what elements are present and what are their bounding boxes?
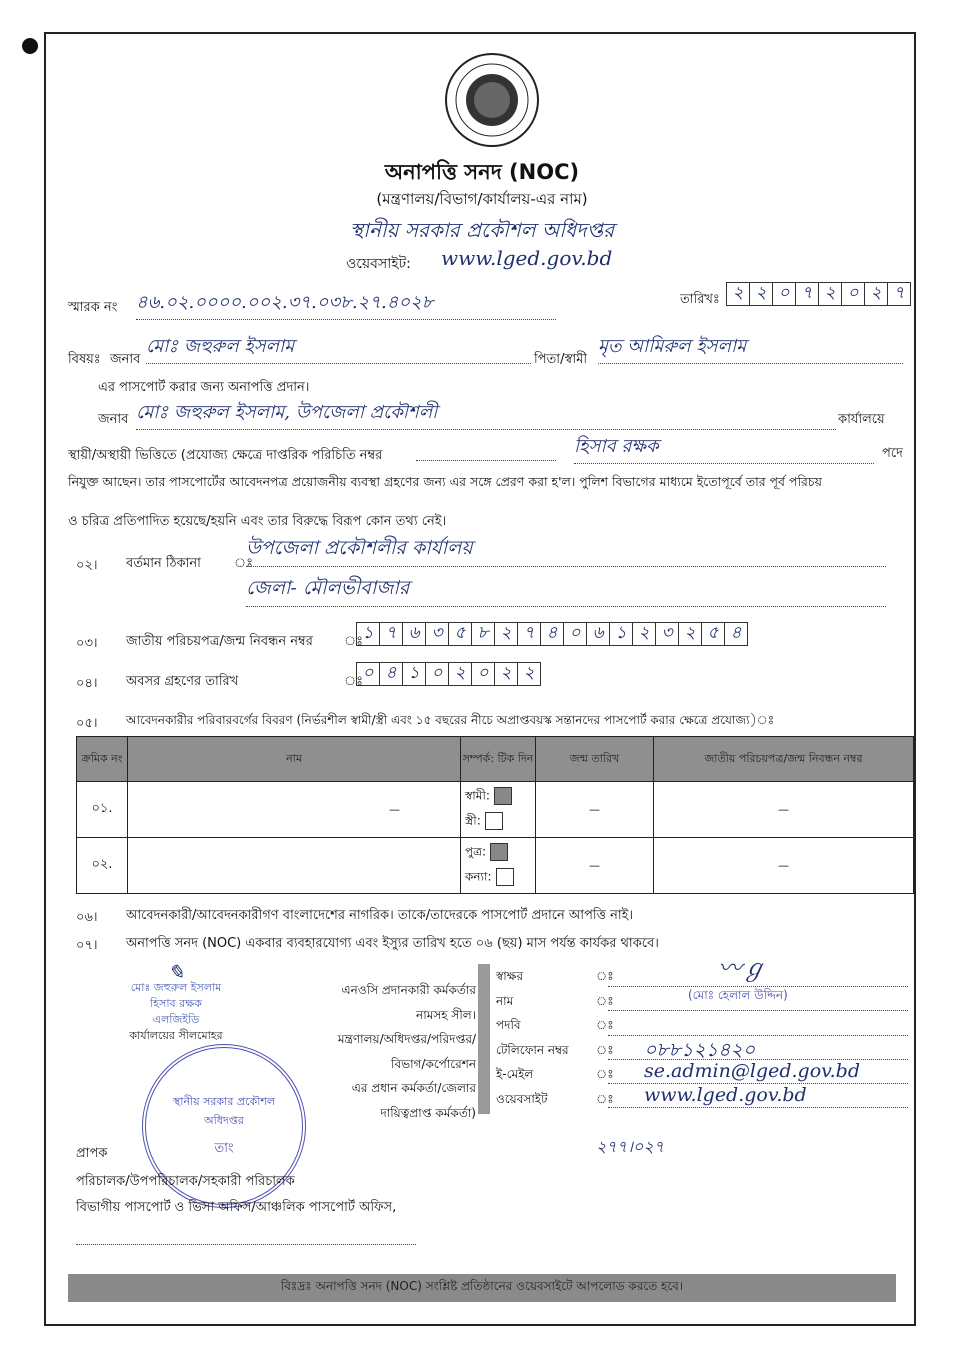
website-value: www.lged.gov.bd	[441, 246, 613, 270]
header-nid: জাতীয় পরিচয়পত্র/জন্ম নিবন্ধন নম্বর	[654, 737, 914, 782]
address-line1: উপজেলা প্রকৌশলীর কার্যালয়	[246, 534, 886, 567]
row2-nid: —	[654, 838, 914, 894]
nid-boxes	[356, 622, 747, 646]
husband-checkbox[interactable]	[494, 787, 512, 805]
office-suffix: কার্যালয়ে	[838, 412, 885, 427]
retirement-digit-box: ০	[471, 662, 495, 686]
date-scrawl: ২৭৭।০২৭	[596, 1137, 665, 1156]
retirement-digit-box: ২	[494, 662, 518, 686]
date-digit-box: ২	[864, 282, 888, 306]
row1-nid: —	[654, 782, 914, 838]
date-boxes	[726, 282, 910, 306]
subject-janab: জনাব	[110, 352, 141, 367]
permanent-text: স্থায়ী/অস্থায়ী ভিত্তিতে (প্রযোজ্য ক্ষেত্রে দাপ্তরিক পরিচিতি নম্বর	[68, 448, 383, 463]
signature-labels: স্বাক্ষর নাম পদবি টেলিফোন নম্বর ই-মেইল ওয়েবসাইট	[496, 969, 569, 1106]
note6-number: ০৬।	[76, 910, 98, 925]
nid-digit-box: ৮	[471, 622, 495, 646]
wife-checkbox[interactable]	[485, 812, 503, 830]
retirement-digit-box: ০	[425, 662, 449, 686]
father-label: পিতা/স্বামী	[534, 352, 588, 367]
note7-text: অনাপত্তি সনদ (NOC) একবার ব্যবহারযোগ্য এবং ইস্যুর তারিখ হতে ০৬ (ছয়) মাস পর্যন্ত কার্যকর থাকবে।	[126, 936, 659, 951]
item4-label: অবসর গ্রহণের তারিখ	[126, 674, 239, 689]
note6-text: আবেদনকারী/আবেদনকারীগণ বাংলাদেশের নাগরিক। তাকে/তাদেরকে পাসপোর্ট প্রদানে আপত্তি নাই।	[126, 908, 634, 923]
nid-digit-box: ৫	[448, 622, 472, 646]
date-digit-box: ০	[772, 282, 796, 306]
noc-document: অনাপত্তি সনদ (NOC) (মন্ত্রণালয়/বিভাগ/কার্যালয়-এর নাম) স্থানীয় সরকার প্রকৌশল অধিদপ্তর ওয়েবসাইট: www.lged.gov.bd স্মারক নং ৪৬.০২.০০০০.০০২.৩৭.০৩৮.২৭.৪০২৮ তারিখঃ ২ ২ ০ ৭ ২ ০ ২ ৭ বিষয়ঃ জনাব মোঃ জহুরুল ইসলাম পিতা/স্বামী মৃত আমিরুল ইসলাম এর পাসপোর্ট করার জন্য অনাপত্তি প্রদান। জনাব মোঃ জহুরুল ইসলাম, উপজেলা প্রকৌশলী কার্যালয়ে স্থায়ী/অস্থায়ী ভিত্তিতে (প্রযোজ্য ক্ষেত্রে দাপ্তরিক পরিচিতি নম্বর হিসাব রক্ষক পদে নিযুক্ত আছেন। তার পাসপোর্টের আবেদনপত্র প্রয়োজনীয় ব্যবস্থা গ্রহণের জন্য এর সঙ্গে প্রেরণ করা হ'ল। পুলিশ বিভাগের মাধ্যমে ইতোপূর্বে তার পূর্ব পরিচয় ও চরিত্র প্রতিপাদিত হয়েছে/হয়নি এবং তার বিরুদ্ধে বিরূপ কোন তথ্য নেই। ০২। বর্তমান ঠিকানা ঃ উপজেলা প্রকৌশলীর কার্যালয় জেলা- মৌলভীবাজার ০৩। জাতীয় পরিচয়পত্র/জন্ম নিবন্ধন নম্বর ঃ ১ ৭ ৬ ৩ ৫ ৮ ২ ৭ ৪ ০ ৬ ১ ২ ৩ ২ ৫ ৪ ০৪। অবসর গ্রহণের তারিখ ঃ ০ ৪ ১ ০ ২ ০ ২ ২ ০৫। আবেদনকারীর পরিবারবর্গের বিবরণ (নির্ভরশীল স্বামী/স্ত্রী এবং ১৫ বছরের নীচে অপ্রাপ্তবয়স্ক সন্তানদের পাসপোর্ট করার ক্ষেত্রে প্রযোজ্য)ঃ ক্রমিক নং নাম সম্পর্ক: টিক দিন জন্ম তারিখ জাতীয় পরিচয়পত্র/জন্ম নিবন্ধন নম্বর ০১. — স্বামী: স্ত্রী: — — ০২. পুত্র: কন্যা: — — ০৬। আবেদনকারী/আবেদনকারীগণ বাংলাদেশের নাগরিক। তাকে/তাদেরকে পাসপোর্ট প্রদানে আপত্তি নাই। ০৭। অনাপত্তি সনদ (NOC) একবার ব্যবহারযোগ্য এবং ইস্যুর তারিখ হতে ০৬ (ছয়) মাস পর্যন্ত কার্যকর থাকবে। ✎ মোঃ জহুরুল ইসলাম হিসাব রক্ষক এলজিইডি কার্যালয়ের সীলমোহর স্থানীয় সরকার প্রকৌশল অধিদপ্তর তাং এনওসি প্রদানকারী কর্মকর্তার নামসহ সীল। মন্ত্রণালয়/অধিদপ্তর/পরিদপ্তর/ বিভাগ/কর্পোরেশন এর প্রধান কর্মকর্তা/জেলার দায়িত্বপ্রাপ্ত কর্মকর্তা) স্বাক্ষর নাম পদবি টেলিফোন নম্বর ই-মেইল ওয়েবসাইট ঃ ঃ ঃ ঃ ঃ ঃ 〰︎ℊ (মোঃ হেলাল উদ্দিন) ০৮৮১২১৪২০ se.admin@lged.gov.bd www.lged.gov.bd ২৭৭।০২৭ প্রাপক পরিচালক/উপপরিচালক/সহকারী পরিচালক বিভাগীয় পাসপোর্ট ও ভিসা অফিস/আঞ্চলিক পাসপোর্ট অফিস, বিঃদ্রঃ অনাপত্তি সনদ (NOC) সংশ্লিষ্ট প্রতিষ্ঠানের ওয়েবসাইটে আপলোড করতে হবে।	[44, 32, 916, 1326]
body-para: নিযুক্ত আছেন। তার পাসপোর্টের আবেদনপত্র প্রয়োজনীয় ব্যবস্থা গ্রহণের জন্য এর সঙ্গে প্রেরণ করা হ'ল। পুলিশ বিভাগের মাধ্যমে ইতোপূর্বে তার পূর্ব পরিচয়	[68, 474, 823, 489]
body-para2: ও চরিত্র প্রতিপাদিত হয়েছে/হয়নি এবং তার বিরুদ্ধে বিরূপ কোন তথ্য নেই।	[68, 514, 447, 529]
date-digit-box: ২	[749, 282, 773, 306]
table-row	[77, 782, 914, 838]
subject-name: মোঃ জহুরুল ইসলাম	[146, 332, 531, 364]
nid-digit-box: ৪	[540, 622, 564, 646]
row2-serial: ০২.	[77, 838, 128, 894]
govt-emblem	[442, 50, 542, 150]
date-label: তারিখঃ	[680, 292, 720, 307]
footer-note: বিঃদ্রঃ অনাপত্তি সনদ (NOC) সংশ্লিষ্ট প্রতিষ্ঠানের ওয়েবসাইটে আপলোড করতে হবে।	[68, 1274, 896, 1302]
official-id-blank	[416, 460, 556, 461]
recipient-line2: বিভাগীয় পাসপোর্ট ও ভিসা অফিস/আঞ্চলিক পাসপোর্ট অফিস,	[76, 1200, 397, 1215]
issuer-name: (মোঃ হেলাল উদ্দিন)	[608, 987, 908, 1011]
nid-digit-box: ৩	[655, 622, 679, 646]
website-label: ওয়েবসাইট:	[346, 256, 411, 272]
doc-title: অনাপত্তি সনদ (NOC)	[384, 160, 580, 184]
retirement-digit-box: ১	[402, 662, 426, 686]
nid-digit-box: ৭	[379, 622, 403, 646]
issuer-description: এনওসি প্রদানকারী কর্মকর্তার নামসহ সীল। মন্ত্রণালয়/অধিদপ্তর/পরিদপ্তর/ বিভাগ/কর্পোরেশন এর প্রধান কর্মকর্তা/জেলার দায়িত্বপ্রাপ্ত কর্মকর্তা)	[337, 983, 476, 1120]
recipient-label: প্রাপক	[76, 1146, 108, 1161]
signature-field: 〰︎ℊ	[608, 964, 908, 987]
header-relation: সম্পর্ক: টিক দিন	[461, 737, 536, 782]
row1-name: —	[128, 782, 461, 838]
nid-digit-box: ১	[356, 622, 380, 646]
nid-digit-box: ৬	[402, 622, 426, 646]
item2-label: বর্তমান ঠিকানা	[126, 556, 201, 571]
body-janab: জনাব	[98, 412, 129, 427]
recipient-blank	[76, 1244, 416, 1245]
memo-label: স্মারক নং	[68, 300, 118, 315]
subject-label: বিষয়ঃ	[68, 352, 101, 367]
post-suffix: পদে	[882, 446, 903, 461]
header-serial: ক্রমিক নং	[77, 737, 128, 782]
memo-value: ৪৬.০২.০০০০.০০২.৩৭.০৩৮.২৭.৪০২৮	[136, 288, 556, 320]
website-field-value: www.lged.gov.bd	[608, 1084, 908, 1108]
date-digit-box: ৭	[887, 282, 911, 306]
table-header-row	[77, 737, 914, 782]
nid-digit-box: ২	[678, 622, 702, 646]
recipient-line1: পরিচালক/উপপরিচালক/সহকারী পরিচালক	[76, 1174, 295, 1189]
nid-digit-box: ৫	[701, 622, 725, 646]
nid-digit-box: ৩	[425, 622, 449, 646]
retirement-digit-box: ২	[448, 662, 472, 686]
row1-serial: ০১.	[77, 782, 128, 838]
office-name: স্থানীয় সরকার প্রকৌশল অধিদপ্তর	[349, 218, 615, 242]
body-name-office: মোঃ জহুরুল ইসলাম, উপজেলা প্রকৌশলী	[136, 398, 836, 430]
date-digit-box: ২	[818, 282, 842, 306]
doc-subtitle: (মন্ত্রণালয়/বিভাগ/কার্যালয়-এর নাম)	[376, 190, 588, 208]
item2-number: ০২।	[76, 558, 98, 573]
applicant-stamp: ✎ মোঃ জহুরুল ইসলাম হিসাব রক্ষক এলজিইডি কার্যালয়ের সীলমোহর	[129, 960, 223, 1042]
item5-label: আবেদনকারীর পরিবারবর্গের বিবরণ (নির্ভরশীল স্বামী/স্ত্রী এবং ১৫ বছরের নীচে অপ্রাপ্তবয়স্ক সন্তানদের পাসপোর্ট করার ক্ষেত্রে প্রযোজ্য)ঃ	[126, 713, 775, 727]
retirement-date-boxes	[356, 662, 540, 686]
subject-line2: এর পাসপোর্ট করার জন্য অনাপত্তি প্রদান।	[98, 380, 310, 395]
item4-number: ০৪।	[76, 676, 98, 691]
nid-digit-box: ৬	[586, 622, 610, 646]
phone-value: ০৮৮১২১৪২০	[608, 1036, 908, 1060]
header-name: নাম	[128, 737, 461, 782]
address-line2: জেলা- মৌলভীবাজার	[246, 574, 886, 607]
nid-digit-box: ৪	[724, 622, 748, 646]
item3-label: জাতীয় পরিচয়পত্র/জন্ম নিবন্ধন নম্বর	[126, 634, 313, 649]
row1-dob: —	[536, 782, 654, 838]
item5-number: ০৫।	[76, 716, 98, 731]
table-row	[77, 838, 914, 894]
nid-digit-box: ২	[494, 622, 518, 646]
designation-field	[608, 1011, 908, 1036]
office-round-stamp: স্থানীয় সরকার প্রকৌশল অধিদপ্তর তাং	[142, 1044, 306, 1208]
daughter-checkbox[interactable]	[496, 868, 514, 886]
nid-digit-box: ২	[632, 622, 656, 646]
header-dob: জন্ম তারিখ	[536, 737, 654, 782]
punch-hole	[22, 38, 38, 54]
nid-digit-box: ০	[563, 622, 587, 646]
row1-relation: স্বামী: স্ত্রী:	[461, 782, 536, 838]
retirement-digit-box: ২	[517, 662, 541, 686]
date-digit-box: ৭	[795, 282, 819, 306]
family-table	[76, 736, 914, 894]
son-checkbox[interactable]	[490, 843, 508, 861]
retirement-digit-box: ০	[356, 662, 380, 686]
item3-number: ০৩।	[76, 636, 98, 651]
post-value: হিসাব রক্ষক	[574, 432, 874, 464]
date-digit-box: ২	[726, 282, 750, 306]
row2-name	[128, 838, 461, 894]
nid-digit-box: ৭	[517, 622, 541, 646]
row2-dob: —	[536, 838, 654, 894]
emblem-text	[426, 152, 556, 153]
father-name: মৃত আমিরুল ইসলাম	[598, 332, 903, 364]
note7-number: ০৭।	[76, 938, 98, 953]
date-digit-box: ০	[841, 282, 865, 306]
row2-relation: পুত্র: কন্যা:	[461, 838, 536, 894]
email-value: se.admin@lged.gov.bd	[608, 1060, 908, 1084]
nid-digit-box: ১	[609, 622, 633, 646]
noc-side-bar	[478, 964, 490, 1114]
retirement-digit-box: ৪	[379, 662, 403, 686]
